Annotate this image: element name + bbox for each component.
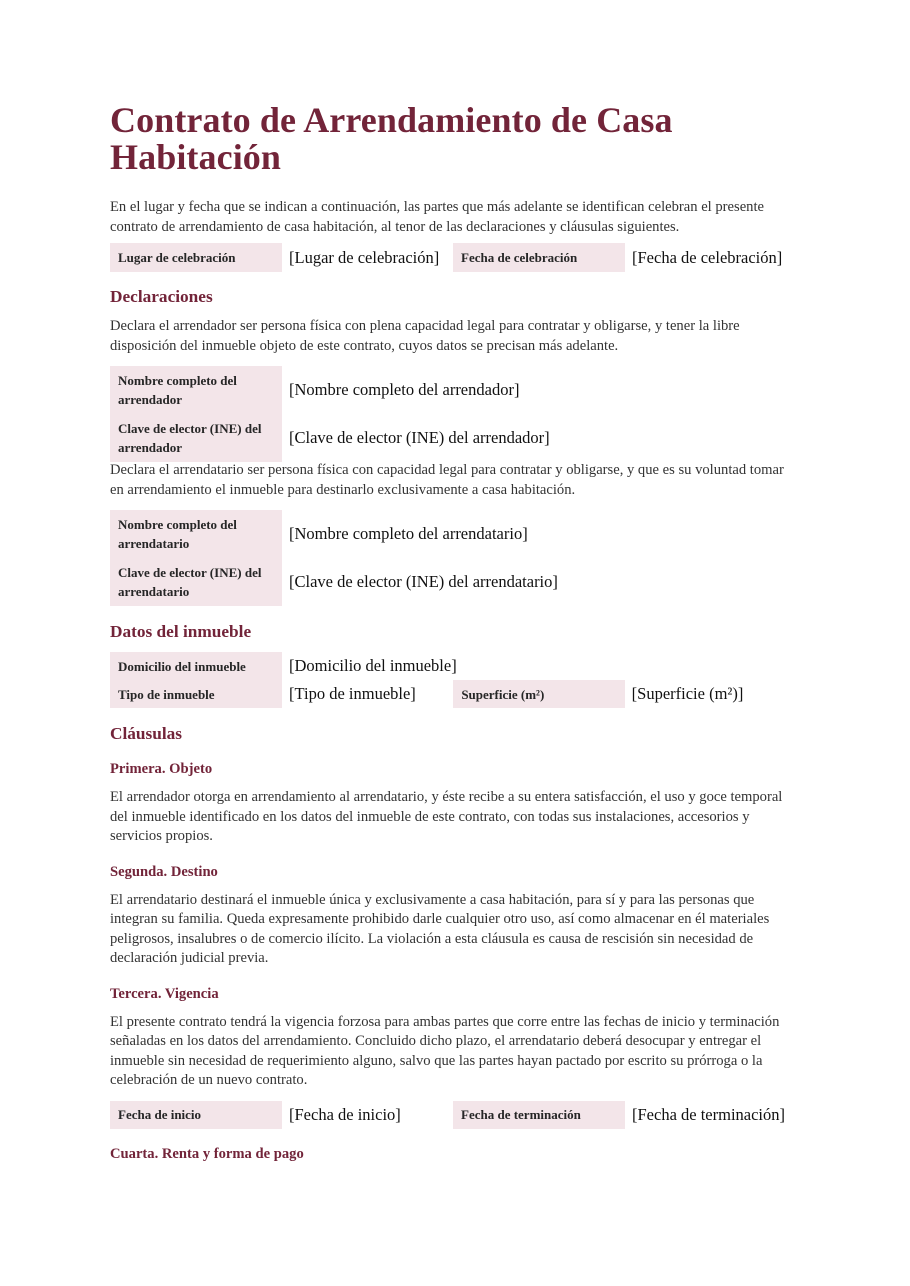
date-field[interactable]: [Fecha de celebración] [632, 247, 783, 267]
declarations-heading: Declaraciones [110, 287, 213, 306]
tenant-ine-field[interactable]: [Clave de elector (INE) del arrendatario] [289, 572, 558, 591]
term-table [110, 1101, 796, 1129]
start-date-label: Fecha de inicio [110, 1101, 282, 1129]
clause-third-title: Tercera. Vigencia [110, 985, 219, 1002]
contract-document [110, 102, 800, 1164]
type-field[interactable]: [Tipo de inmueble] [289, 684, 416, 703]
landlord-name-label: Nombre completo del arrendador [110, 366, 282, 414]
clause-third-text: El presente contrato tendrá la vigencia forzosa para ambas partes que corre entre las fechas de inicio y terminación señaladas en los datos del arrendamiento. Concluido dicho plazo, el arrendatario deberá desocupar y entregar el inmueble sin necesidad de requerimiento alguno, salvo que las partes hayan pactado por escrito su prórroga o la celebración de un nuevo contrato. [110, 1013, 780, 1088]
celebration-table [110, 243, 796, 272]
clause-second-text: El arrendatario destinará el inmueble única y exclusivamente a casa habitación, para sí y para las personas que integran su familia. Queda expresamente prohibido darle cualquier otro uso, así como almacenar en él materiales peligrosos, insalubres o de comercio ilícito. La violación a esta cláusula es causa de rescisión sin necesidad de declaración judicial previa. [110, 891, 770, 966]
clause-first-title: Primera. Objeto [110, 761, 213, 777]
type-label: Tipo de inmueble [110, 680, 282, 708]
address-field[interactable]: [Domicilio del inmueble] [289, 656, 457, 675]
clause-fourth-title: Cuarta. Renta y forma de pago [110, 1145, 304, 1162]
tenant-name-field[interactable]: [Nombre completo del arrendatario] [289, 524, 528, 543]
end-date-label: Fecha de terminación [453, 1101, 625, 1129]
landlord-ine-label: Clave de elector (INE) del arrendador [110, 414, 282, 462]
tenant-declaration: Declara el arrendatario ser persona física con capacidad legal para contratar y obligarse, y que es su voluntad tomar en arrendamiento el inmueble para destinarlo exclusivamente a casa habitación. [110, 462, 784, 498]
tenant-ine-label: Clave de elector (INE) del arrendatario [110, 558, 282, 606]
landlord-declaration: Declara el arrendador ser persona física con plena capacidad legal para contratar y obligarse, y tener la libre disposición del inmueble objeto de este contrato, cuyos datos se precisan más adelante. [110, 318, 740, 354]
intro-paragraph: En el lugar y fecha que se indican a continuación, las partes que más adelante se identifican celebran el presente contrato de arrendamiento de casa habitación, al tenor de las declaraciones y cláusulas siguientes. [110, 199, 764, 235]
tenant-name-label: Nombre completo del arrendatario [110, 510, 282, 558]
place-label: Lugar de celebración [110, 243, 282, 272]
property-table [110, 652, 796, 708]
start-date-field[interactable]: [Fecha de inicio] [289, 1104, 401, 1124]
tenant-table [110, 510, 796, 606]
area-label: Superficie (m²) [453, 680, 624, 708]
clause-second-title: Segunda. Destino [110, 863, 218, 880]
place-field[interactable]: [Lugar de celebración] [289, 247, 440, 267]
clause-first-text: El arrendador otorga en arrendamiento al arrendatario, y éste recibe a su entera satisfacción, el uso y goce temporal del inmueble identificado en los datos del inmueble de este contrato, con todas sus instalaciones, accesorios y servicios propios. [110, 789, 783, 844]
clauses-heading: Cláusulas [110, 724, 183, 743]
page-title: Contrato de Arrendamiento de Casa Habitación [110, 100, 673, 177]
landlord-name-field[interactable]: [Nombre completo del arrendador] [289, 380, 520, 399]
area-field[interactable]: [Superficie (m²)] [631, 684, 744, 703]
landlord-ine-field[interactable]: [Clave de elector (INE) del arrendador] [289, 428, 550, 447]
end-date-field[interactable]: [Fecha de terminación] [632, 1104, 786, 1124]
address-label: Domicilio del inmueble [110, 652, 282, 680]
property-heading: Datos del inmueble [110, 622, 252, 641]
date-label: Fecha de celebración [453, 243, 625, 272]
landlord-table [110, 366, 796, 462]
